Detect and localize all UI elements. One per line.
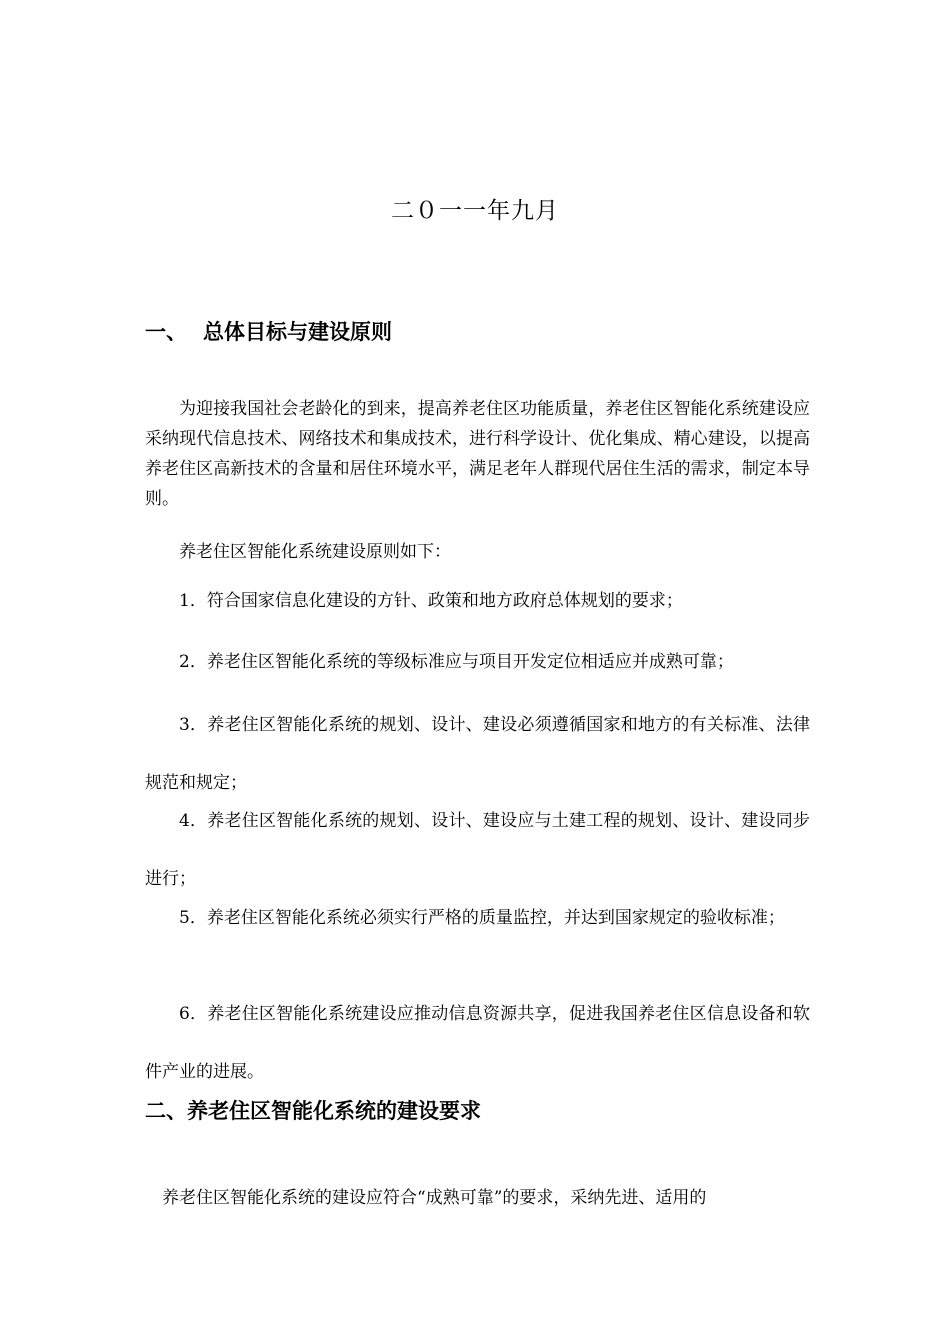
principle-item-2: 2．养老住区智能化系统的等级标准应与项目开发定位相适应并成熟可靠； [179,652,734,672]
principles-intro: 养老住区智能化系统建设原则如下： [179,542,451,562]
section-1-intro-paragraph: 为迎接我国社会老龄化的到来，提高养老住区功能质量，养老住区智能化系统建设应采纳现代信息技术、网络技术和集成技术，进行科学设计、优化集成、精心建设，以提高养老住区高新技术的含量和居住环境水平，满足老年人群现代居住生活的需求，制定本导则。 [145,399,810,509]
principle-item-3: 3．养老住区智能化系统的规划、设计、建设必须遵循国家和地方的有关标准、法律规范和规定； [145,715,810,793]
section-1-number: 一、 [145,320,187,344]
principle-item-5: 5．养老住区智能化系统必须实行严格的质量监控，并达到国家规定的验收标准； [179,908,785,928]
document-date: 二０一一年九月 [391,198,559,224]
principle-item-4: 4．养老住区智能化系统的规划、设计、建设应与土建工程的规划、设计、建设同步进行； [145,811,810,889]
section-2-heading [145,1095,481,1125]
section-1-heading [145,316,392,346]
section-2-title: 养老住区智能化系统的建设要求 [187,1099,481,1123]
section-1-title: 总体目标与建设原则 [203,320,392,344]
section-2-number: 二、 [145,1099,187,1123]
principle-item-1: 1．符合国家信息化建设的方针、政策和地方政府总体规划的要求； [179,591,683,611]
section-2-intro-paragraph: 养老住区智能化系统的建设应符合“成熟可靠”的要求，采纳先进、适用的 [162,1188,707,1208]
principle-item-6: 6．养老住区智能化系统建设应推动信息资源共享，促进我国养老住区信息设备和软件产业的进展。 [145,1004,810,1082]
